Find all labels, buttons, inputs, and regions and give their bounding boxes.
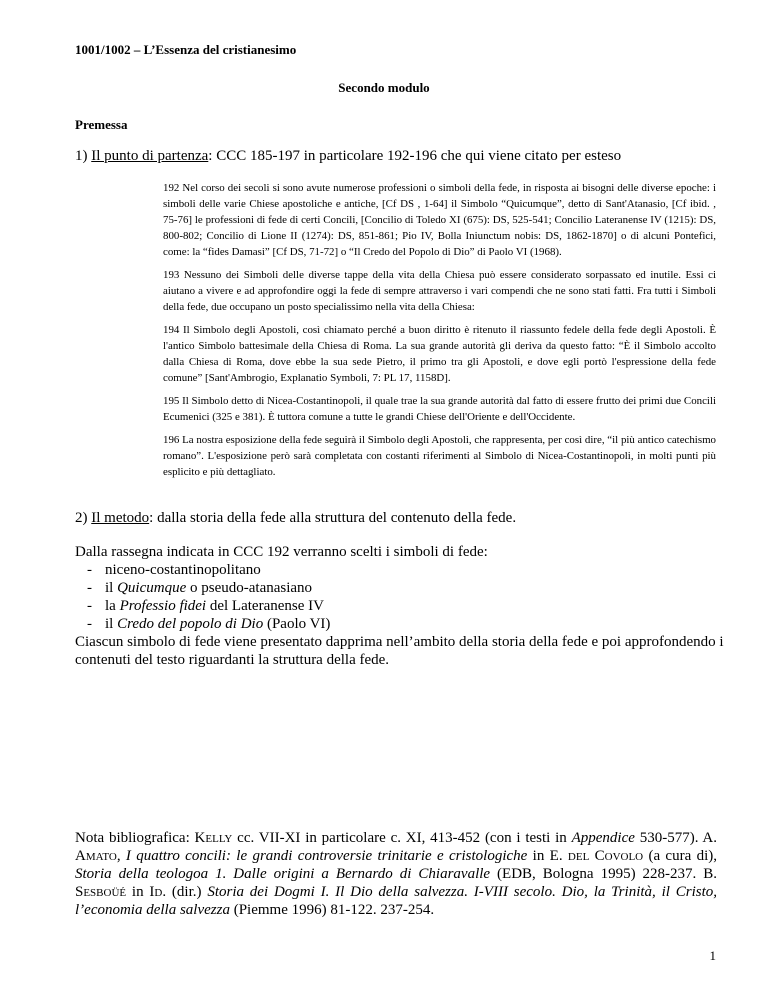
book-title: Storia della teologoa 1. Dalle origini a Bernardo di Chiaravalle xyxy=(75,866,491,882)
section-2-rest: : dalla storia della fede alla struttura del contenuto della fede. xyxy=(149,510,517,526)
list-item-emphasis: Credo del popolo di Dio xyxy=(117,616,264,632)
method-intro: Dalla rassegna indicata in CCC 192 verranno scelti i simboli di fede: xyxy=(75,544,488,560)
document-header: 1001/1002 – L’Essenza del cristianesimo xyxy=(75,42,297,57)
nota-text: Nota bibliografica: xyxy=(75,830,195,846)
nota-text: , xyxy=(116,848,126,864)
page-number: 1 xyxy=(709,948,716,963)
nota-text: in E. xyxy=(527,848,568,864)
bibliography-note xyxy=(75,829,717,919)
author-del-covolo: del Covolo xyxy=(567,848,644,864)
list-item-text-after: (Paolo VI) xyxy=(263,616,331,632)
section-1-heading xyxy=(75,148,715,165)
list-dash: - xyxy=(87,562,92,578)
nota-text: in xyxy=(126,884,150,900)
list-item xyxy=(75,561,735,579)
list-item-emphasis: Professio fidei xyxy=(119,598,207,614)
list-item-text-after: o pseudo-atanasiano xyxy=(186,580,313,596)
section-1-rest: : CCC 185-197 in particolare 192-196 che qui viene citato per esteso xyxy=(208,148,622,164)
section-heading-premessa: Premessa xyxy=(75,117,128,132)
list-item xyxy=(75,597,735,615)
list-dash: - xyxy=(87,580,92,596)
list-item-text: il xyxy=(105,580,118,596)
list-dash: - xyxy=(87,598,92,614)
list-item xyxy=(75,615,735,633)
nota-text: 530-577). A. xyxy=(634,830,717,846)
list-item-text: niceno-costantinopolitano xyxy=(105,562,261,578)
list-item-text-after: del Lateranense IV xyxy=(206,598,324,614)
nota-text: (EDB, Bologna 1995) 228-237. B. xyxy=(490,866,717,882)
quote-paragraph-193: 193 Nessuno dei Simboli delle diverse tappe della vita della Chiesa può essere considerato sorpassato ed inutile. Essi ci aiutano a vivere e ad approfondire oggi la fede di sempre attraverso i vari compendi che ne sono stati fatti. Fra tutti i Simboli della fede, due occupano un posto specialissimo nella vita della Chiesa: xyxy=(163,269,716,313)
symbol-list xyxy=(75,561,735,633)
nota-text: . (dir.) xyxy=(162,884,208,900)
nota-text: (Piemme 1996) 81-122. 237-254. xyxy=(229,902,435,918)
section-1-number: 1) xyxy=(75,148,92,164)
list-item-emphasis: Quicumque xyxy=(117,580,187,596)
nota-emphasis: Appendice xyxy=(571,830,635,846)
author-id: Id xyxy=(149,884,163,900)
section-1-label: Il punto di partenza xyxy=(91,148,209,164)
list-dash: - xyxy=(87,616,92,632)
nota-text: (a cura di), xyxy=(643,848,717,864)
list-item-text: la xyxy=(105,598,120,614)
ccc-quotation-block xyxy=(163,180,716,487)
method-closing: Ciascun simbolo di fede viene presentato dapprima nell’ambito della storia della fede e poi approfondendo i contenuti del testo riguardanti la struttura della fede. xyxy=(75,634,724,668)
author-kelly: Kelly xyxy=(194,830,233,846)
section-2-number: 2) xyxy=(75,510,92,526)
author-amato: Amato xyxy=(75,848,117,864)
module-title: Secondo modulo xyxy=(338,80,430,95)
quote-paragraph-194: 194 Il Simbolo degli Apostoli, così chiamato perché a buon diritto è ritenuto il riassunto fedele della fede degli Apostoli. È l'antico Simbolo battesimale della Chiesa di Roma. La sua grande autorità gli deriva da questo fatto: “È il Simbolo accolto dalla Chiesa di Roma, dove ebbe la sua sede Pietro, il primo tra gli Apostoli, e dove egli portò l'espressione della fede comune” [Sant'Ambrogio, Explanatio Symboli, 7: PL 17, 1158D]. xyxy=(163,324,716,384)
quote-paragraph-192: 192 Nel corso dei secoli si sono avute numerose professioni o simboli della fede, in risposta ai bisogni delle diverse epoche: i simboli delle varie Chiese apostoliche e antiche, [Cf DS , 1-64] il Simbolo “Quicumque”, detto di Sant'Atanasio, [Cf ibid. , 75-76] le professioni di fede di certi Concili, [Concilio di Toledo XI (675): DS, 525-541; Concilio Lateranense IV (1215): DS, 800-802; Concilio di Lione II (1274): DS, 851-861; Pio IV, Bolla Iniunctum nobis: DS, 1862-1870] o di alcuni Pontefici, come: la “fides Damasi” [Cf DS, 71-72] o “Il Credo del Popolo di Dio” di Paolo VI (1968). xyxy=(163,182,716,258)
list-item xyxy=(75,579,735,597)
nota-text: cc. VII-XI in particolare c. XI, 413-452 (con i testi in xyxy=(232,830,572,846)
quote-paragraph-196: 196 La nostra esposizione della fede seguirà il Simbolo degli Apostoli, che rappresenta, per così dire, “il più antico catechismo romano”. L'esposizione però sarà completata con costanti riferimenti al Simbolo di Nicea-Costantinopoli, in molti punti più esplicito e più dettagliato. xyxy=(163,434,716,478)
section-2-heading xyxy=(75,510,715,527)
author-sesboue: Sesboüé xyxy=(75,884,127,900)
book-title: Storia dei Dogmi I. Il Dio della salvezza. I-VIII secolo. Dio, la Trinità, il Cristo, l’economia della salvezza xyxy=(75,884,717,918)
quote-paragraph-195: 195 Il Simbolo detto di Nicea-Costantinopoli, il quale trae la sua grande autorità dal fatto di essere frutto dei primi due Concili Ecumenici (325 e 381). È tuttora comune a tutte le grandi Chiese dell'Oriente e dell'Occidente. xyxy=(163,395,716,423)
list-item-text: il xyxy=(105,616,118,632)
book-title: I quattro concili: le grandi controversie trinitarie e cristologiche xyxy=(125,848,528,864)
section-2-label: Il metodo xyxy=(91,510,150,526)
method-body xyxy=(75,543,735,669)
